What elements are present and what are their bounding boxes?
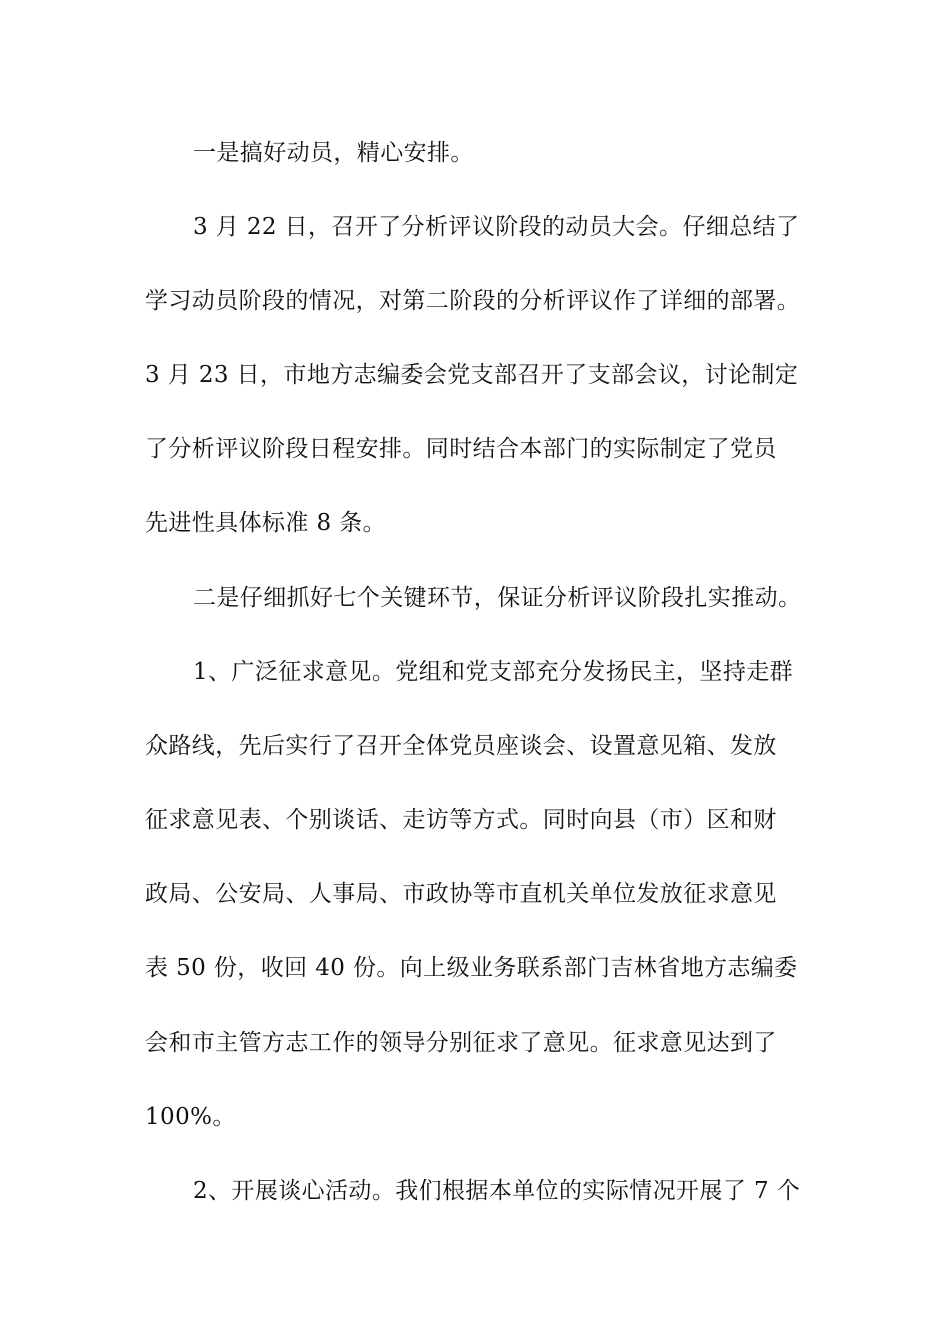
text-line: 众路线，先后实行了召开全体党员座谈会、设置意见箱、发放 bbox=[145, 733, 777, 759]
text-line: 3 月 23 日，市地方志编委会党支部召开了支部会议，讨论制定 bbox=[145, 362, 799, 388]
text-line: 100%。 bbox=[145, 1104, 236, 1130]
paragraph-heading-1: 一是搞好动员，精心安排。 bbox=[193, 140, 474, 166]
text-line: 会和市主管方志工作的领导分别征求了意见。征求意见达到了 bbox=[145, 1030, 777, 1056]
text-line: 征求意见表、个别谈话、走访等方式。同时向县（市）区和财 bbox=[145, 807, 777, 833]
text-line: 学习动员阶段的情况，对第二阶段的分析评议作了详细的部署。 bbox=[145, 288, 801, 314]
text-line: 1、广泛征求意见。党组和党支部充分发扬民主，坚持走群 bbox=[193, 659, 794, 685]
text-line: 政局、公安局、人事局、市政协等市直机关单位发放征求意见 bbox=[145, 881, 777, 907]
text-line: 了分析评议阶段日程安排。同时结合本部门的实际制定了党员 bbox=[145, 436, 777, 462]
text-line: 表 50 份，收回 40 份。向上级业务联系部门吉林省地方志编委 bbox=[145, 955, 798, 981]
paragraph-heading-2: 二是仔细抓好七个关键环节，保证分析评议阶段扎实推动。 bbox=[193, 585, 802, 611]
text-line: 先进性具体标准 8 条。 bbox=[145, 510, 387, 536]
text-line: 2、开展谈心活动。我们根据本单位的实际情况开展了 7 个 bbox=[193, 1178, 801, 1204]
text-line: 3 月 22 日，召开了分析评议阶段的动员大会。仔细总结了 bbox=[193, 214, 800, 240]
